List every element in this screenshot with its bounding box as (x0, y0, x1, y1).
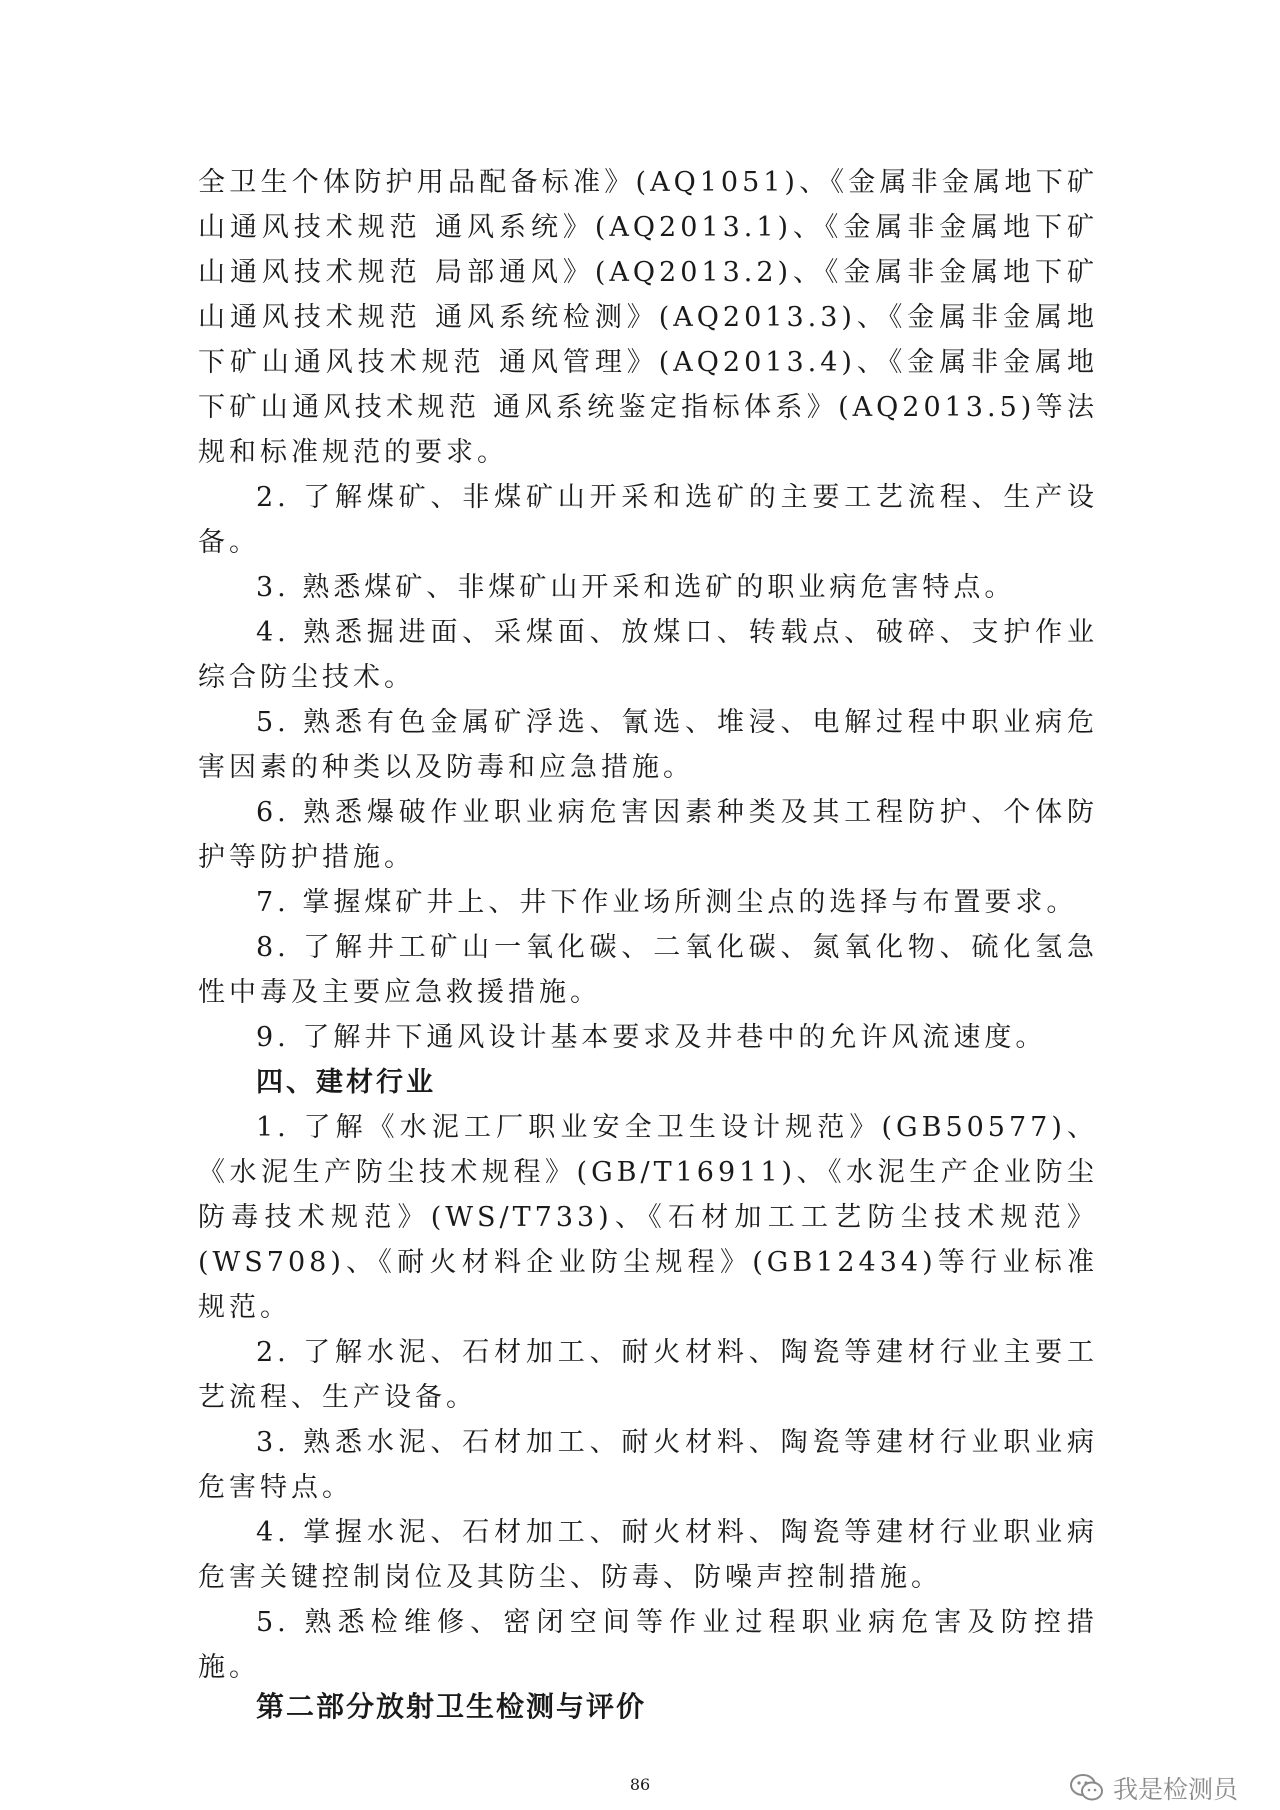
watermark-text: 我是检测员 (1112, 1775, 1238, 1804)
list-item: 9. 了解井下通风设计基本要求及井巷中的允许风流速度。 (256, 1022, 1047, 1053)
page-number: 86 (629, 1775, 651, 1794)
section-heading: 四、建材行业 (256, 1067, 436, 1098)
list-item: 3. 熟悉煤矿、非煤矿山开采和选矿的职业病危害特点。 (256, 572, 1016, 603)
list-item: 1. 了解《水泥工厂职业安全卫生设计规范》(GB50577)、《水泥生产防尘技术规程》(GB/T16911)、《水泥生产企业防尘防毒技术规范》(WS/T733)、《石材加工工艺防尘技术规范》(WS708)、《耐火材料企业防尘规程》(GB12434)等行业标准规范。 (198, 1112, 1098, 1323)
list-item: 3. 熟悉水泥、石材加工、耐火材料、陶瓷等建材行业职业病危害特点。 (198, 1427, 1098, 1503)
list-item: 2. 了解水泥、石材加工、耐火材料、陶瓷等建材行业主要工艺流程、生产设备。 (198, 1337, 1098, 1413)
list-item: 5. 熟悉有色金属矿浮选、氰选、堆浸、电解过程中职业病危害因素的种类以及防毒和应急措施。 (198, 707, 1098, 783)
list-item: 5. 熟悉检维修、密闭空间等作业过程职业病危害及防控措施。 (198, 1607, 1098, 1683)
list-item: 7. 掌握煤矿井上、井下作业场所测尘点的选择与布置要求。 (256, 887, 1078, 918)
body-text (198, 160, 1098, 1690)
wechat-icon (1069, 1773, 1105, 1803)
paragraph-continued: 全卫生个体防护用品配备标准》(AQ1051)、《金属非金属地下矿山通风技术规范 通风系统》(AQ2013.1)、《金属非金属地下矿山通风技术规范 局部通风》(AQ2013.2)、《金属非金属地下矿山通风技术规范 通风系统检测》(AQ2013.3)、《金属非金属地下矿山通风技术规范 通风管理》(AQ2013.4)、《金属非金属地下矿山通风技术规范 通风系统鉴定指标体系》(AQ2013.5)等法规和标准规范的要求。 (198, 167, 1098, 468)
list-item: 6. 熟悉爆破作业职业病危害因素种类及其工程防护、个体防护等防护措施。 (198, 797, 1098, 873)
part-title: 第二部分放射卫生检测与评价 (256, 1690, 647, 1723)
list-item: 4. 掌握水泥、石材加工、耐火材料、陶瓷等建材行业职业病危害关键控制岗位及其防尘、防毒、防噪声控制措施。 (198, 1517, 1098, 1593)
list-item: 8. 了解井工矿山一氧化碳、二氧化碳、氮氧化物、硫化氢急性中毒及主要应急救援措施。 (198, 932, 1098, 1008)
list-item: 2. 了解煤矿、非煤矿山开采和选矿的主要工艺流程、生产设备。 (198, 482, 1098, 558)
watermark (1069, 1770, 1238, 1806)
list-item: 4. 熟悉掘进面、采煤面、放煤口、转载点、破碎、支护作业综合防尘技术。 (198, 617, 1098, 693)
